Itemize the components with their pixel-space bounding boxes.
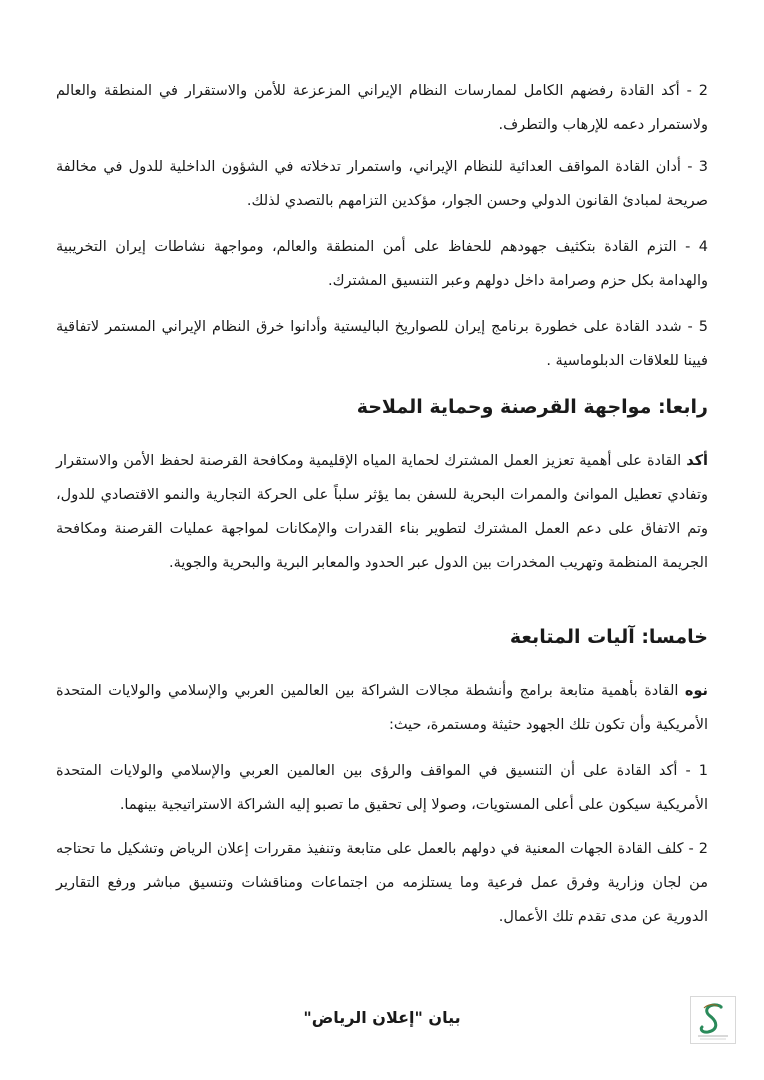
- section-5-heading: خامسا: آليات المتابعة: [509, 626, 708, 648]
- section-5-intro: [56, 674, 708, 742]
- section-4-paragraph: [56, 444, 708, 580]
- riyadh-declaration-logo-icon: [690, 996, 736, 1044]
- section-5-lead-word: نوه: [684, 683, 708, 699]
- paragraph-item-2: 2 - أكد القادة رفضهم الكامل لممارسات النظام الإيراني المزعزعة للأمن والاستقرار في المنطقة والعالم ولاستمرار دعمه للإرهاب والتطرف.: [56, 83, 708, 133]
- section-5-body: القادة بأهمية متابعة برامج وأنشطة مجالات الشراكة بين العالمين العربي والإسلامي والولايات المتحدة الأمريكية وأن تكون تلك الجهود حثيثة ومستمرة، حيث:: [56, 683, 708, 733]
- section-5-item-1: 1 - أكد القادة على أن التنسيق في المواقف والرؤى بين العالمين العربي والإسلامي والولايات المتحدة الأمريكية سيكون على أعلى المستويات، وصولا إلى تحقيق ما تصبو إليه الشراكة الاستراتيجية بينهما.: [56, 763, 708, 813]
- section-4-heading: رابعا: مواجهة القرصنة وحماية الملاحة: [356, 396, 708, 418]
- paragraph-item-3: 3 - أدان القادة المواقف العدائية للنظام الإيراني، واستمرار تدخلاته في الشؤون الداخلية للدول في مخالفة صريحة لمبادئ القانون الدولي وحسن الجوار، مؤكدين التزامهم بالتصدي لذلك.: [56, 159, 708, 209]
- section-4-lead-word: أكد: [686, 453, 708, 469]
- paragraph-item-5: 5 - شدد القادة على خطورة برنامج إيران للصواريخ الباليستية وأدانوا خرق النظام الإيراني المستمر لاتفاقية فيينا للعلاقات الدبلوماسية .: [56, 319, 708, 369]
- paragraph-item-4: 4 - التزم القادة بتكثيف جهودهم للحفاظ على أمن المنطقة والعالم، ومواجهة نشاطات إيران التخريبية والهدامة بكل حزم وصرامة داخل دولهم وعبر التنسيق المشترك.: [56, 239, 708, 289]
- footer-title: بيان "إعلان الرياض": [303, 1008, 461, 1027]
- section-4-body: القادة على أهمية تعزيز العمل المشترك لحماية المياه الإقليمية ومكافحة القرصنة لحفظ الأمن والاستقرار وتفادي تعطيل الموانئ والممرات البحرية للسفن بما يؤثر سلباً على الحركة التجارية والنمو الاقتصادي للدول، وتم الاتفاق على دعم العمل المشترك لتطوير بناء القدرات والإمكانات لمواجهة عمليات القرصنة ومكافحة الجريمة المنظمة وتهريب المخدرات بين الدول عبر الحدود والمعابر البرية والبحرية والجوية.: [56, 453, 708, 571]
- section-5-item-2: 2 - كلف القادة الجهات المعنية في دولهم بالعمل على متابعة وتنفيذ مقررات إعلان الرياض وتشكيل ما تحتاجه من لجان وزارية وفرق عمل فرعية وما يستلزمه من اجتماعات ومناقشات وتنسيق مباشر ورفع التقارير الدورية عن مدى تقدم تلك الأعمال.: [56, 841, 708, 925]
